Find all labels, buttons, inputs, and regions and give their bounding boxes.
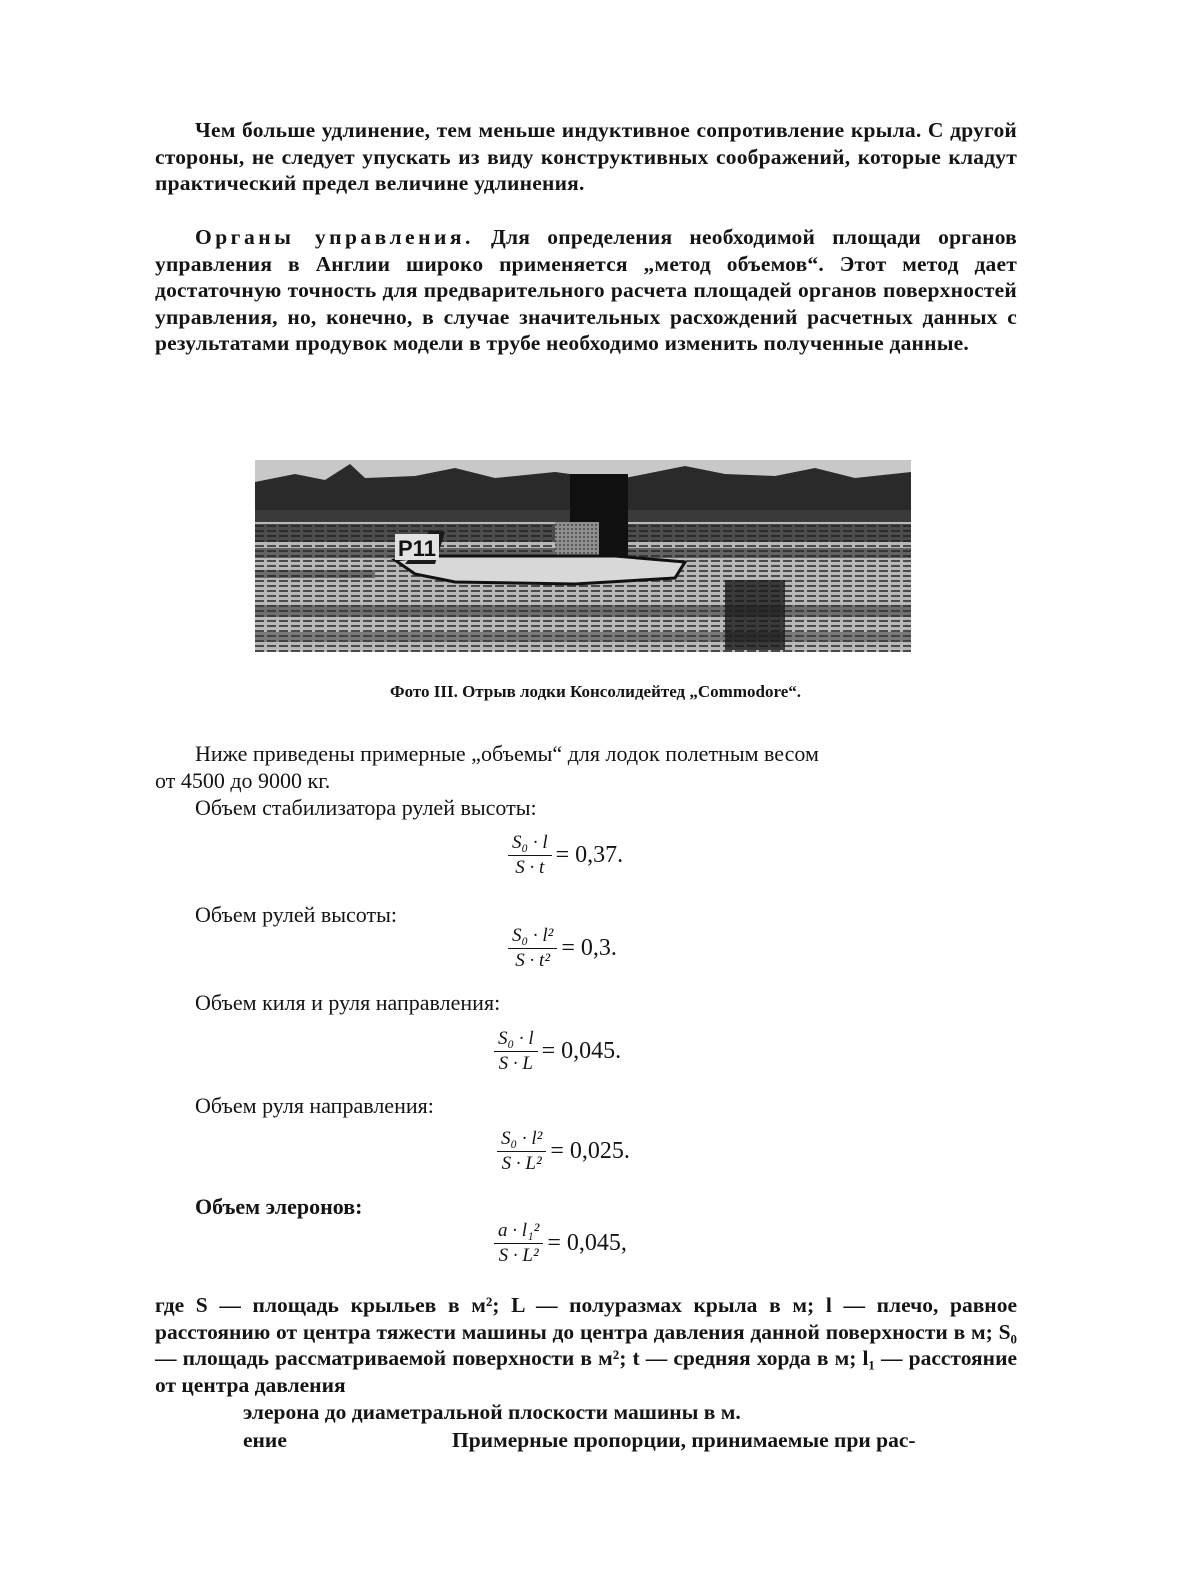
formula-label-ailerons: Объем элеронов: xyxy=(195,1194,363,1219)
paragraph-aspect-ratio: Чем больше удлинение, тем меньше индуктивное сопротивление крыла. С другой стороны, не следует упускать из виду конструктивных соображений, которые кладут практический предел величине удлинения. xyxy=(155,118,1017,196)
formula-label-stabilizer: Объем стабилизатора рулей высоты: xyxy=(195,795,537,820)
formula-stabilizer: $\frac{\text{S₀ · l}}{S \cdot t}$ = 0,37. xyxy=(508,832,623,879)
footnote-definitions: где S — площадь крыльев в м²; L — полуразмах крыла в м; l — плечо, равное расстоянию от центра тяжести машины до центра давления данной поверхности в м; S₀ — площадь рассматриваемой поверхности в м²; t — средняя хорда в м; l₁ — расстояние от центра давления xyxy=(155,1293,1017,1397)
formula-rudder: $\frac{\text{S₀ · l²}}{\text{S · L²}}$ = 0,025. xyxy=(497,1128,630,1175)
photo-caption: Фото III. Отрыв лодки Консолидейтед „Commodore“. xyxy=(389,682,801,701)
flying-boat-photo xyxy=(255,460,911,652)
intro-line-2: от 4500 до 9000 кг. xyxy=(155,768,331,793)
paragraph-control-surfaces: Органы управления. Для определения необходимой площади органов управления в Англии широко применяется „метод объемов“. Этот метод дает достаточную точность для предварительного расчета площадей органов поверхностей управления, но, конечно, в случае значительных расхождений расчетных данных с результатами продувок модели в трубе необходимо изменить полученные данные. xyxy=(155,225,1017,356)
formula-elevators: $\frac{\text{S₀ · l²}}{\text{S · t²}}$ = 0,3. xyxy=(508,925,617,972)
next-section-fragment: ение xyxy=(243,1428,287,1452)
formula-fin-rudder: $\frac{\text{S₀ · l}}{S \cdot L}$ = 0,045. xyxy=(494,1028,621,1075)
next-section-heading: Примерные пропорции, принимаемые при рас- xyxy=(452,1428,916,1452)
section-heading: Органы управления. xyxy=(195,225,474,249)
intro-line-1: Ниже приведены примерные „объемы“ для лодок полетным весом xyxy=(195,741,819,766)
formula-label-fin-rudder: Объем киля и руля направления: xyxy=(195,990,501,1015)
formula-label-rudder: Объем руля направления: xyxy=(195,1093,434,1118)
formula-label-elevators: Объем рулей высоты: xyxy=(195,902,398,927)
footnote-last-line: элерона до диаметральной плоскости машины в м. xyxy=(243,1400,741,1424)
formula-ailerons: $\frac{\text{a · l₁²}}{\text{S · L²}}$ = 0,045, xyxy=(494,1220,627,1267)
hull-marking: P11 xyxy=(398,536,436,561)
flying-boat-illustration xyxy=(255,460,911,652)
